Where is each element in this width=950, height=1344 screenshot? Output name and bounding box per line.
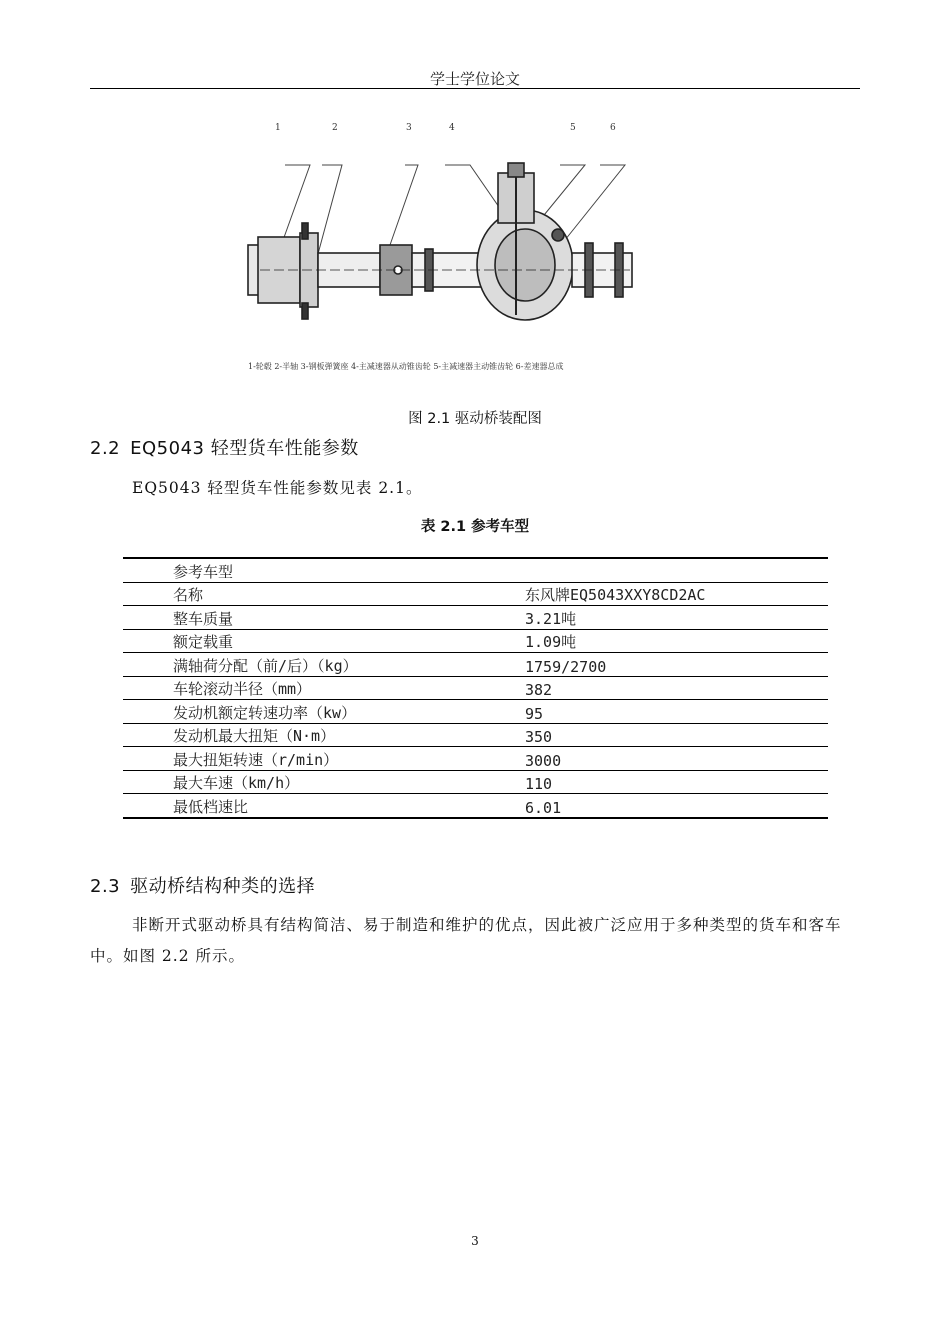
section-number: 2.2: [90, 438, 121, 459]
table-row: [123, 700, 828, 724]
callout-1: 1: [275, 123, 281, 133]
callout-4: 4: [449, 123, 455, 133]
section-title: EQ5043 轻型货车性能参数: [130, 438, 359, 459]
table-row: [123, 676, 828, 700]
param-label: 满轴荷分配（前/后）（kg）: [123, 653, 525, 677]
drive-axle-figure: [240, 115, 680, 380]
table-row: [123, 653, 828, 677]
param-value: 1.09吨: [525, 629, 828, 653]
param-value: 110: [525, 770, 828, 794]
leader-lines: [282, 165, 625, 265]
section-2-2-paragraph: EQ5043 轻型货车性能参数见表 2.1。: [132, 479, 423, 497]
table-row: [123, 558, 828, 582]
param-label: 额定载重: [123, 629, 525, 653]
table-row: [123, 794, 828, 818]
param-label: 整车质量: [123, 606, 525, 630]
table-title: 表 2.1 参考车型: [420, 519, 530, 535]
param-value: 3000: [525, 747, 828, 771]
param-value: 3.21吨: [525, 606, 828, 630]
param-label: 发动机额定转速功率（kw）: [123, 700, 525, 724]
callout-5: 5: [570, 123, 576, 133]
page-header: 学士学位论文: [429, 70, 520, 88]
parameter-table: [123, 557, 828, 819]
table-row: [123, 770, 828, 794]
callout-2: 2: [332, 123, 338, 133]
param-value: 382: [525, 676, 828, 700]
param-value: 1759/2700: [525, 653, 828, 677]
table-row: [123, 723, 828, 747]
param-label: 车轮滚动半径（mm）: [123, 676, 525, 700]
param-value: 350: [525, 723, 828, 747]
callout-numbers: [275, 123, 616, 133]
section-2-3-paragraph: 非断开式驱动桥具有结构简洁、易于制造和维护的优点，因此被广泛应用于多种类型的货车和客车中。如图 2.2 所示。: [90, 916, 842, 965]
param-label: 最大扭矩转速（r/min）: [123, 747, 525, 771]
table-row: [123, 629, 828, 653]
param-value: [525, 558, 828, 582]
axle-drawing: [248, 163, 632, 320]
section-title: 驱动桥结构种类的选择: [130, 876, 316, 897]
table-row: [123, 582, 828, 606]
page-number: 3: [471, 1234, 479, 1248]
param-value: 东风牌EQ5043XXY8CD2AC: [525, 582, 828, 606]
callout-3: 3: [406, 123, 412, 133]
header-rule: [90, 88, 860, 89]
figure-legend: 1-轮毂 2-半轴 3-钢板弹簧座 4-主减速器从动锥齿轮 5-主减速器主动锥齿轮 6-差速器总成: [248, 362, 564, 371]
param-label: 参考车型: [123, 558, 525, 582]
table-row: [123, 606, 828, 630]
callout-6: 6: [610, 123, 616, 133]
figure-caption: 图 2.1 驱动桥装配图: [408, 411, 542, 427]
section-number: 2.3: [90, 876, 121, 897]
param-label: 名称: [123, 582, 525, 606]
param-value: 6.01: [525, 794, 828, 818]
section-heading-2-3: [90, 872, 315, 898]
param-label: 最低档速比: [123, 794, 525, 818]
section-heading-2-2: [90, 434, 359, 460]
param-label: 最大车速（km/h）: [123, 770, 525, 794]
param-value: 95: [525, 700, 828, 724]
param-label: 发动机最大扭矩（N·m）: [123, 723, 525, 747]
table-row: [123, 747, 828, 771]
